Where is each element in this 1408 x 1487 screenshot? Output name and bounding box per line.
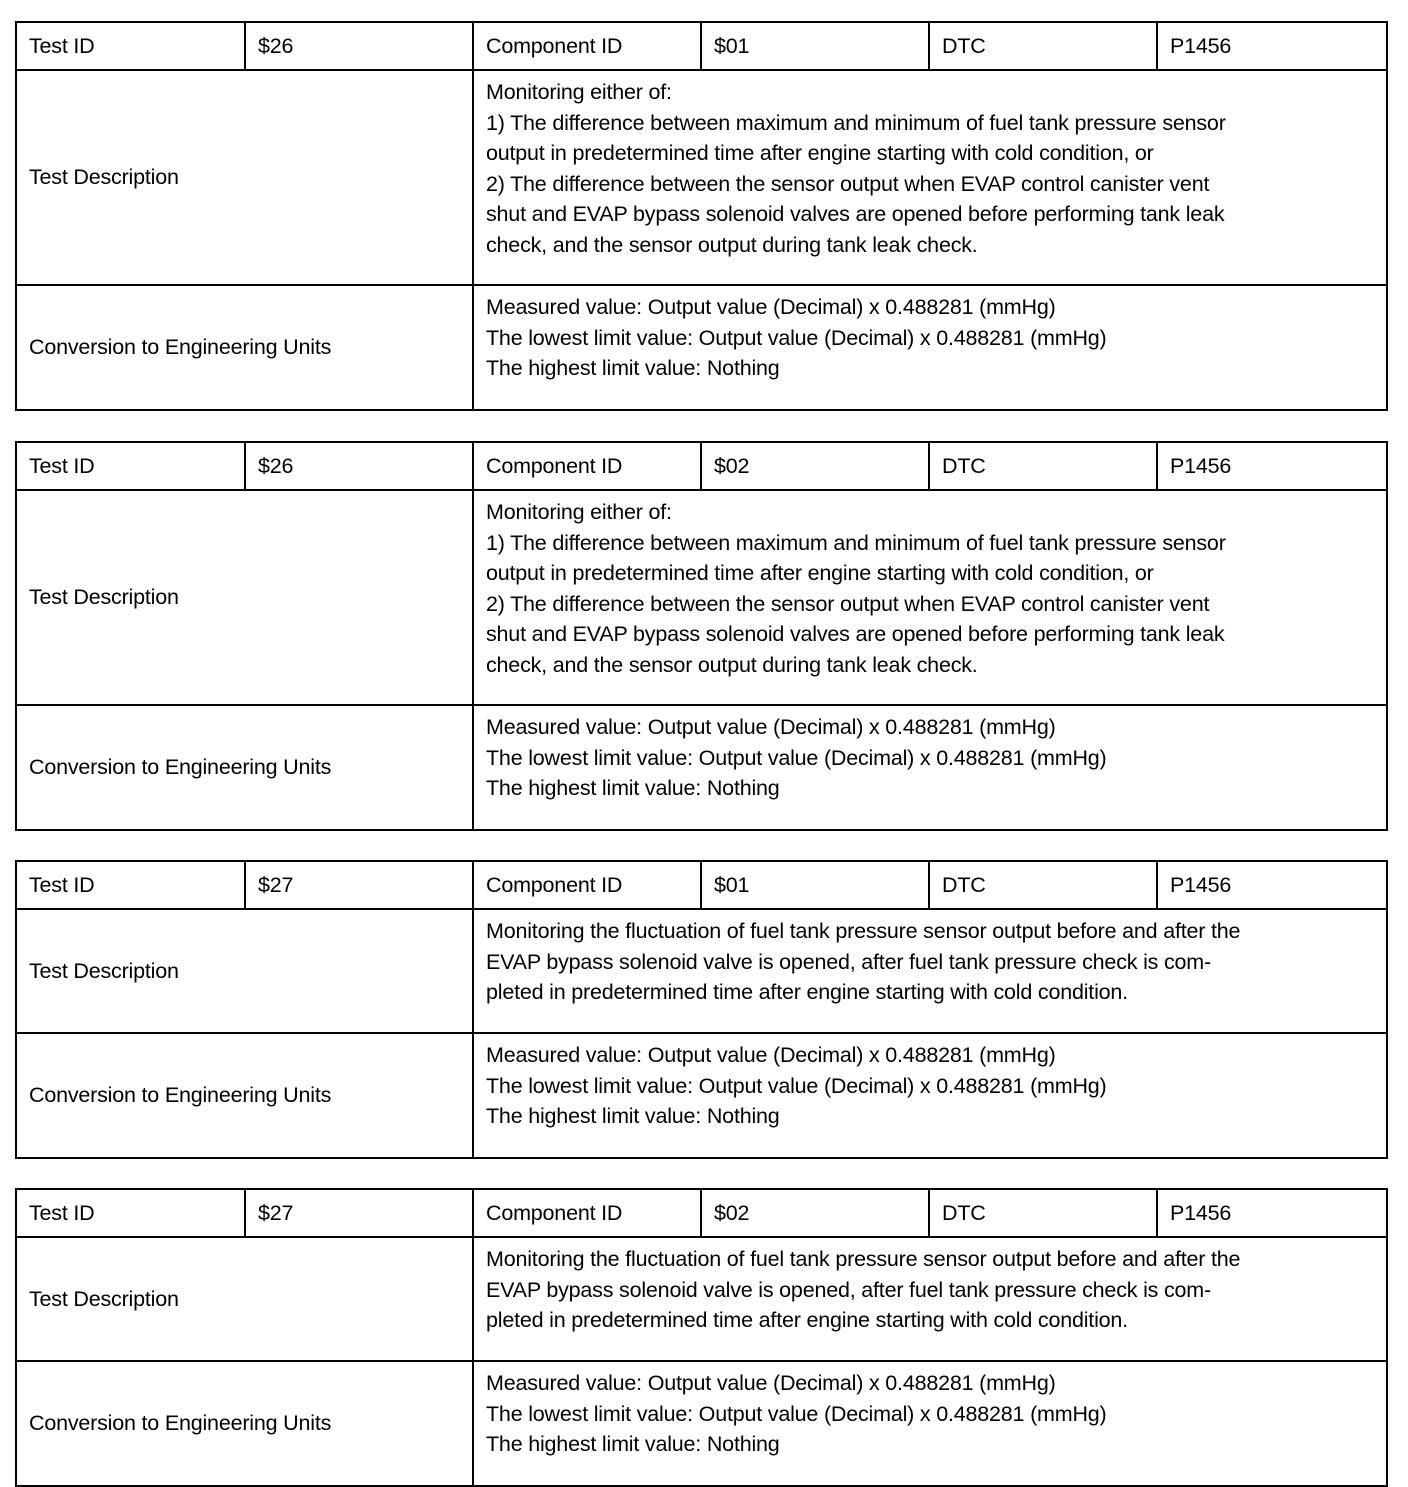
component-id-label: Component ID [473,861,701,909]
conversion-line: The highest limit value: Nothing [486,1104,780,1128]
conversion-line: Measured value: Output value (Decimal) x 0.488281 (mmHg) [486,715,1056,739]
component-id-label: Component ID [473,442,701,490]
test-id-value: $27 [245,861,473,909]
test-description-label: Test Description [16,490,473,705]
conversion-line: Measured value: Output value (Decimal) x 0.488281 (mmHg) [486,295,1056,319]
conversion-line: The lowest limit value: Output value (Decimal) x 0.488281 (mmHg) [486,1073,1107,1098]
dtc-label: DTC [929,22,1157,70]
dtc-value: P1456 [1157,442,1387,490]
component-id-label: Component ID [473,22,701,70]
description-line: pleted in predetermined time after engine starting with cold condition. [486,980,1128,1004]
component-id-value: $01 [701,861,929,909]
conversion-line: The lowest limit value: Output value (Decimal) x 0.488281 (mmHg) [486,745,1107,770]
dtc-value: P1456 [1157,22,1387,70]
description-line: check, and the sensor output during tank leak check. [486,652,978,677]
monitor-test-table-2 [15,441,1388,831]
description-line: output in predetermined time after engine starting with cold condition, or [486,561,1154,585]
conversion-line: Measured value: Output value (Decimal) x 0.488281 (mmHg) [486,1371,1056,1395]
conversion-row [16,1033,1387,1158]
test-description-label: Test Description [16,70,473,285]
test-id-label: Test ID [16,22,245,70]
test-id-label: Test ID [16,1189,245,1237]
description-line: Monitoring the fluctuation of fuel tank pressure sensor output before and after the [486,1247,1241,1271]
conversion-label: Conversion to Engineering Units [16,1033,473,1158]
conversion-line: The lowest limit value: Output value (Decimal) x 0.488281 (mmHg) [486,325,1107,350]
conversion-line: Measured value: Output value (Decimal) x 0.488281 (mmHg) [486,1043,1056,1067]
header-row [16,861,1387,909]
dtc-value: P1456 [1157,861,1387,909]
dtc-label: DTC [929,442,1157,490]
header-row [16,22,1387,70]
test-description-value [473,490,1387,705]
description-line: 1) The difference between maximum and minimum of fuel tank pressure sensor [486,110,1226,135]
description-line: EVAP bypass solenoid valve is opened, after fuel tank pressure check is com- [486,1277,1211,1302]
description-row [16,909,1387,1033]
conversion-value [473,285,1387,410]
dtc-value: P1456 [1157,1189,1387,1237]
conversion-label: Conversion to Engineering Units [16,285,473,410]
dtc-label: DTC [929,861,1157,909]
description-line: check, and the sensor output during tank leak check. [486,232,978,257]
test-id-label: Test ID [16,442,245,490]
description-row [16,490,1387,705]
description-line: pleted in predetermined time after engine starting with cold condition. [486,1308,1128,1332]
conversion-value [473,1033,1387,1158]
description-row [16,70,1387,285]
test-description-value [473,909,1387,1033]
description-line: shut and EVAP bypass solenoid valves are opened before performing tank leak [486,622,1225,646]
description-line: 2) The difference between the sensor output when EVAP control canister vent [486,171,1210,196]
test-id-label: Test ID [16,861,245,909]
conversion-row [16,285,1387,410]
test-id-value: $26 [245,442,473,490]
monitor-test-table-4 [15,1188,1388,1487]
conversion-row [16,705,1387,830]
component-id-value: $02 [701,1189,929,1237]
conversion-row [16,1361,1387,1486]
monitor-test-table-1 [15,21,1388,411]
test-description-value [473,70,1387,285]
header-row [16,1189,1387,1237]
monitor-test-table-3 [15,860,1388,1159]
description-line: shut and EVAP bypass solenoid valves are opened before performing tank leak [486,202,1225,226]
test-description-label: Test Description [16,909,473,1033]
description-line: 2) The difference between the sensor output when EVAP control canister vent [486,591,1210,616]
conversion-label: Conversion to Engineering Units [16,1361,473,1486]
conversion-line: The highest limit value: Nothing [486,776,780,800]
conversion-line: The highest limit value: Nothing [486,356,780,380]
conversion-line: The highest limit value: Nothing [486,1432,780,1456]
conversion-line: The lowest limit value: Output value (Decimal) x 0.488281 (mmHg) [486,1401,1107,1426]
description-line: output in predetermined time after engine starting with cold condition, or [486,141,1154,165]
component-id-value: $02 [701,442,929,490]
description-line: Monitoring either of: [486,500,672,524]
test-id-value: $26 [245,22,473,70]
test-id-value: $27 [245,1189,473,1237]
description-line: Monitoring the fluctuation of fuel tank pressure sensor output before and after the [486,919,1241,943]
description-line: 1) The difference between maximum and minimum of fuel tank pressure sensor [486,530,1226,555]
description-row [16,1237,1387,1361]
description-line: EVAP bypass solenoid valve is opened, after fuel tank pressure check is com- [486,949,1211,974]
component-id-value: $01 [701,22,929,70]
conversion-label: Conversion to Engineering Units [16,705,473,830]
description-line: Monitoring either of: [486,80,672,104]
header-row [16,442,1387,490]
conversion-value [473,1361,1387,1486]
test-description-label: Test Description [16,1237,473,1361]
test-description-value [473,1237,1387,1361]
component-id-label: Component ID [473,1189,701,1237]
conversion-value [473,705,1387,830]
dtc-label: DTC [929,1189,1157,1237]
